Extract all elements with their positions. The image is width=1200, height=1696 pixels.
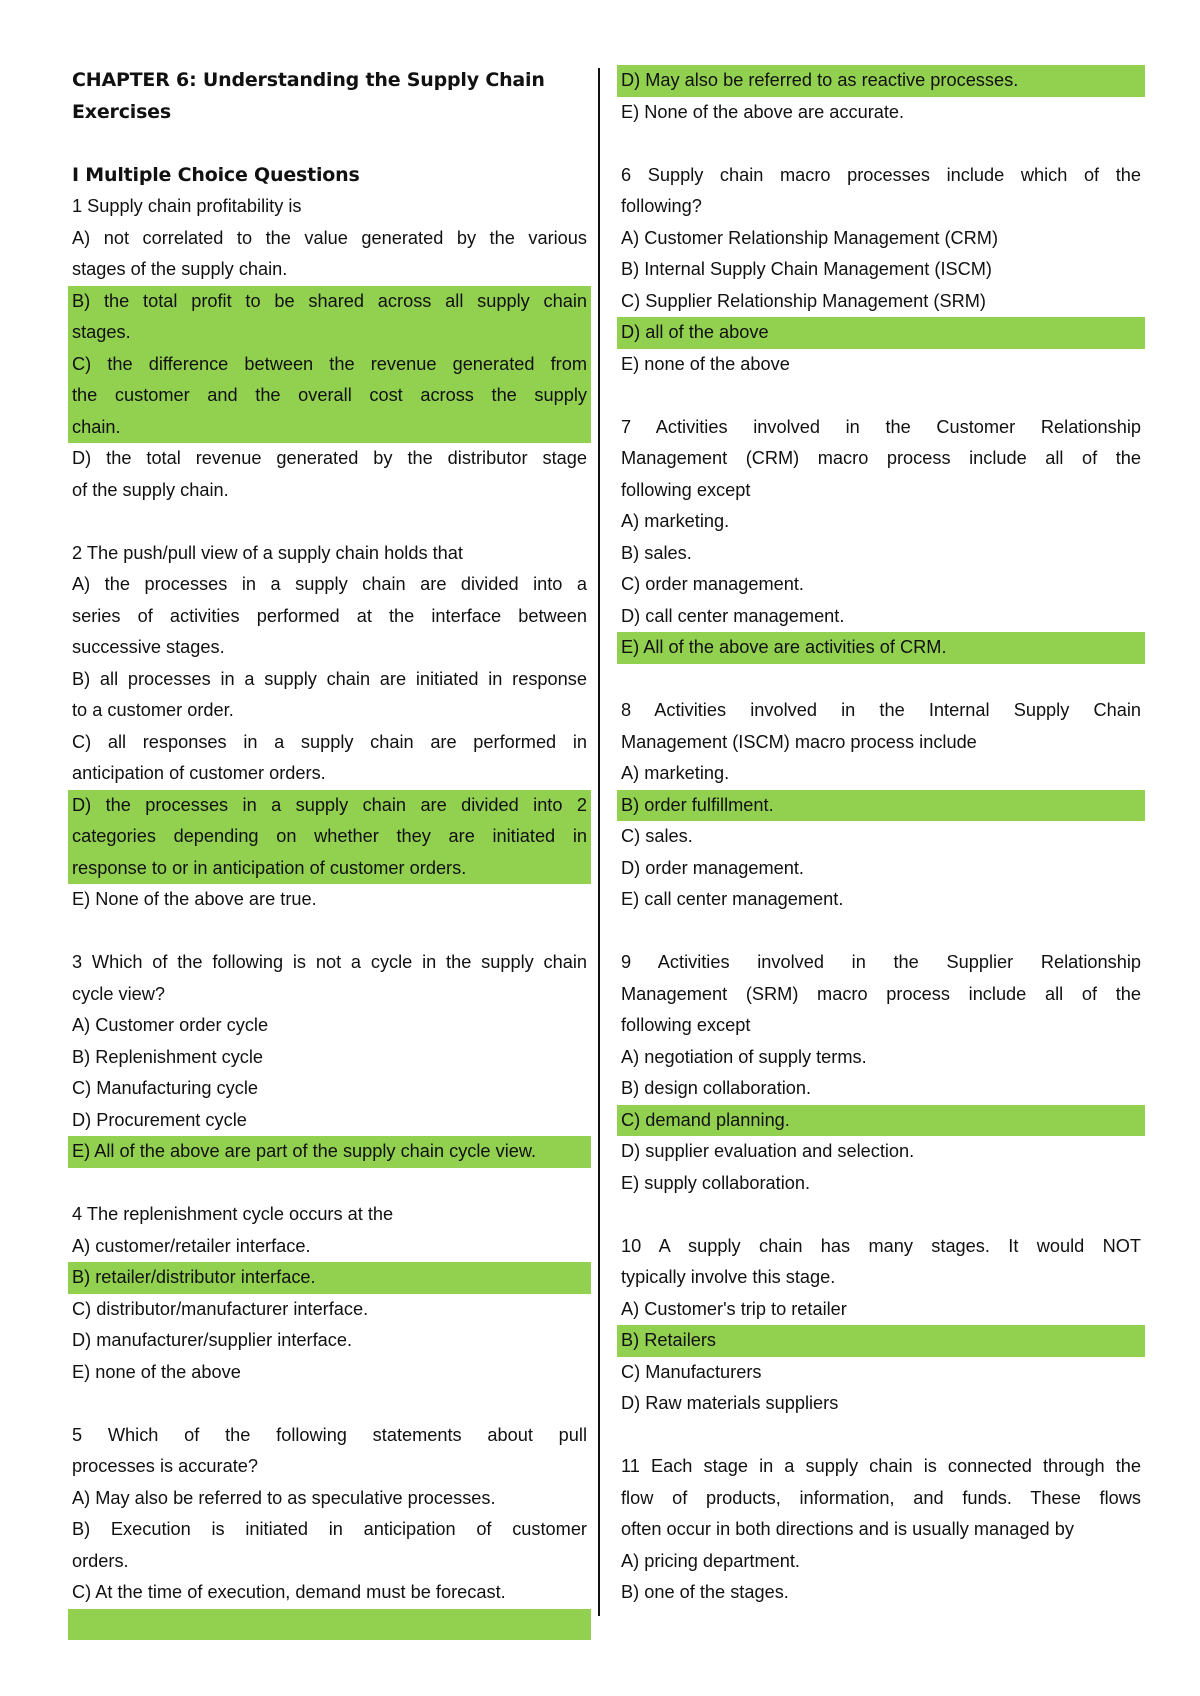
text-block: [621, 538, 1141, 570]
text-block: [72, 223, 587, 286]
text-line: categories depending on whether they are initiated in: [72, 826, 587, 846]
answer-highlight: [617, 790, 1145, 822]
text-line: A) pricing department.: [621, 1550, 800, 1571]
text-line: E) supply collaboration.: [621, 1172, 811, 1193]
text-line: anticipation of customer orders.: [72, 763, 326, 783]
text-line: E) All of the above are part of the supply chain cycle view.: [72, 1141, 537, 1161]
text-line: E) none of the above: [72, 1361, 241, 1382]
text-block: [621, 1073, 1141, 1105]
text-line: B) order fulfillment.: [621, 794, 774, 815]
spacer: [621, 1199, 1141, 1231]
text-line: C) Manufacturing cycle: [72, 1078, 258, 1098]
text-block: [621, 412, 1141, 507]
text-line: 6 Supply chain macro processes include which of the: [621, 164, 1141, 185]
text-block: [72, 1073, 587, 1105]
text-line: C) distributor/manufacturer interface.: [72, 1298, 369, 1319]
text-line: processes is accurate?: [72, 1456, 259, 1476]
spacer: [72, 916, 587, 948]
text-block: [621, 1042, 1141, 1074]
text-line: typically involve this stage.: [621, 1267, 836, 1287]
text-line: of the supply chain.: [72, 479, 229, 500]
text-block: [621, 286, 1141, 318]
text-line: series of activities performed at the interface between: [72, 605, 587, 626]
text-line: D) Procurement cycle: [72, 1109, 247, 1130]
text-line: A) marketing.: [621, 763, 730, 783]
text-line: following except: [621, 479, 751, 500]
text-block: [621, 254, 1141, 286]
text-block: [621, 884, 1141, 916]
answer-highlight: [617, 632, 1145, 664]
text-block: [621, 1546, 1141, 1578]
text-block: [72, 1357, 587, 1389]
section-heading: I Multiple Choice Questions: [72, 163, 360, 186]
text-block: [621, 1577, 1141, 1609]
answer-highlight: [617, 1105, 1145, 1137]
text-line: B) retailer/distributor interface.: [72, 1267, 316, 1287]
answer-highlight: [68, 349, 591, 444]
text-line: D) call center management.: [621, 605, 845, 626]
text-block: [621, 1451, 1141, 1546]
text-line: A) the processes in a supply chain are divided into a: [72, 574, 587, 594]
text-line: E) None of the above are accurate.: [621, 101, 905, 122]
spacer: [72, 506, 587, 538]
text-block: [621, 97, 1141, 129]
text-line: B) sales.: [621, 542, 692, 563]
text-line: B) one of the stages.: [621, 1582, 789, 1602]
answer-highlight: [68, 790, 591, 885]
text-block: [621, 853, 1141, 885]
text-line: C) Manufacturers: [621, 1361, 762, 1382]
text-block: [72, 538, 587, 570]
text-line: B) Retailers: [621, 1330, 717, 1350]
text-line: C) sales.: [621, 826, 693, 846]
text-block: [72, 727, 587, 790]
text-line: 2 The push/pull view of a supply chain holds that: [72, 542, 463, 563]
text-block: [621, 1168, 1141, 1200]
text-line: 7 Activities involved in the Customer Relationship: [621, 416, 1141, 437]
text-line: stages.: [72, 322, 131, 342]
text-line: E) none of the above: [621, 353, 790, 374]
text-line: 3 Which of the following is not a cycle in the supply chain: [72, 952, 587, 972]
chapter-title: CHAPTER 6: Understanding the Supply Chain: [72, 69, 545, 91]
text-line: A) Customer order cycle: [72, 1015, 269, 1035]
text-block: [621, 695, 1141, 758]
text-line: D) supplier evaluation and selection.: [621, 1141, 915, 1161]
spacer: [621, 128, 1141, 160]
right-column: [621, 65, 1141, 1609]
text-line: A) customer/retailer interface.: [72, 1235, 311, 1256]
text-line: B) the total profit to be shared across all supply chain: [72, 290, 587, 311]
text-block: [621, 506, 1141, 538]
text-line: cycle view?: [72, 983, 165, 1004]
text-line: C) At the time of execution, demand must be forecast.: [72, 1582, 506, 1602]
text-line: Management (ISCM) macro process include: [621, 731, 977, 752]
text-block: [72, 1294, 587, 1326]
text-block: [72, 569, 587, 664]
text-line: B) Execution is initiated in anticipation of customer: [72, 1519, 587, 1539]
text-block: [621, 223, 1141, 255]
text-line: Management (SRM) macro process include all of the: [621, 983, 1141, 1004]
text-line: D) the total revenue generated by the distributor stage: [72, 448, 587, 468]
text-line: E) None of the above are true.: [72, 889, 317, 909]
text-line: A) May also be referred to as speculative processes.: [72, 1487, 496, 1508]
text-block: [621, 1357, 1141, 1389]
text-block: [72, 1105, 587, 1137]
spacer: [72, 1168, 587, 1200]
text-line: C) the difference between the revenue generated from: [72, 353, 587, 374]
text-block: [72, 664, 587, 727]
text-line: stages of the supply chain.: [72, 259, 288, 279]
text-line: 5 Which of the following statements about pull: [72, 1424, 587, 1445]
text-block: [621, 821, 1141, 853]
spacer: [621, 916, 1141, 948]
text-line: B) Replenishment cycle: [72, 1046, 264, 1067]
text-line: the customer and the overall cost across the supply: [72, 385, 587, 405]
text-block: [72, 1577, 587, 1609]
text-line: 1 Supply chain profitability is: [72, 196, 302, 216]
text-line: E) All of the above are activities of CRM.: [621, 637, 947, 657]
text-line: A) marketing.: [621, 511, 730, 531]
text-line: 4 The replenishment cycle occurs at the: [72, 1204, 394, 1224]
answer-highlight: [68, 1609, 591, 1641]
text-line: E) call center management.: [621, 889, 844, 909]
spacer: [621, 1420, 1141, 1452]
column-divider: [598, 68, 600, 1616]
text-block: [621, 349, 1141, 381]
text-line: successive stages.: [72, 637, 225, 657]
spacer: [621, 380, 1141, 412]
text-line: D) all of the above: [621, 322, 769, 342]
text-line: A) not correlated to the value generated by the various: [72, 227, 587, 248]
text-line: C) order management.: [621, 574, 804, 594]
text-block: [621, 160, 1141, 223]
text-block: [72, 1042, 587, 1074]
text-block: [72, 1420, 587, 1483]
text-line: 9 Activities involved in the Supplier Relationship: [621, 952, 1141, 972]
text-block: [72, 1325, 587, 1357]
text-block: [621, 758, 1141, 790]
text-block: [72, 884, 587, 916]
text-block: [72, 1010, 587, 1042]
text-line: Management (CRM) macro process include all of the: [621, 448, 1141, 468]
text-line: [72, 1609, 587, 1641]
answer-highlight: [617, 65, 1145, 97]
text-line: D) May also be referred to as reactive processes.: [621, 70, 1019, 90]
right-body: [621, 65, 1141, 1609]
answer-highlight: [617, 1325, 1145, 1357]
answer-highlight: [68, 1136, 591, 1168]
text-block: [72, 443, 587, 506]
answer-highlight: [617, 317, 1145, 349]
text-block: [72, 1231, 587, 1263]
answer-highlight: [68, 1262, 591, 1294]
left-body: [72, 191, 587, 1640]
text-block: [621, 1388, 1141, 1420]
text-line: A) negotiation of supply terms.: [621, 1046, 867, 1067]
text-line: often occur in both directions and is usually managed by: [621, 1519, 1074, 1539]
text-block: [621, 1231, 1141, 1294]
text-block: [72, 1514, 587, 1577]
text-block: [72, 947, 587, 1010]
text-line: 10 A supply chain has many stages. It would NOT: [621, 1235, 1141, 1256]
text-block: [621, 1136, 1141, 1168]
text-line: response to or in anticipation of customer orders.: [72, 857, 467, 878]
text-line: A) Customer Relationship Management (CRM): [621, 227, 999, 248]
text-block: [621, 1294, 1141, 1326]
text-line: D) Raw materials suppliers: [621, 1393, 839, 1413]
text-line: 11 Each stage in a supply chain is connected through the: [621, 1456, 1141, 1476]
text-block: [621, 601, 1141, 633]
text-block: [72, 191, 587, 223]
text-line: D) the processes in a supply chain are divided into 2: [72, 794, 587, 815]
text-line: B) all processes in a supply chain are initiated in response: [72, 668, 587, 689]
spacer: [621, 664, 1141, 696]
text-line: orders.: [72, 1550, 129, 1571]
answer-highlight: [68, 286, 591, 349]
text-line: D) manufacturer/supplier interface.: [72, 1330, 353, 1350]
text-line: to a customer order.: [72, 700, 234, 720]
text-line: D) order management.: [621, 857, 804, 878]
chapter-subtitle: Exercises: [72, 100, 171, 123]
text-line: 8 Activities involved in the Internal Supply Chain: [621, 700, 1141, 720]
text-line: following?: [621, 196, 702, 216]
text-block: [621, 569, 1141, 601]
spacer: [72, 1388, 587, 1420]
left-column: [72, 65, 587, 1640]
text-line: C) Supplier Relationship Management (SRM): [621, 290, 986, 311]
text-block: [72, 1483, 587, 1515]
text-line: following except: [621, 1015, 751, 1035]
text-line: flow of products, information, and funds. These flows: [621, 1487, 1141, 1508]
text-line: B) Internal Supply Chain Management (ISCM): [621, 259, 992, 279]
text-block: [621, 947, 1141, 1042]
text-line: A) Customer's trip to retailer: [621, 1298, 847, 1319]
text-line: C) all responses in a supply chain are performed in: [72, 731, 587, 752]
text-line: B) design collaboration.: [621, 1078, 812, 1098]
text-line: C) demand planning.: [621, 1109, 790, 1130]
text-line: chain.: [72, 416, 121, 437]
text-block: [72, 1199, 587, 1231]
